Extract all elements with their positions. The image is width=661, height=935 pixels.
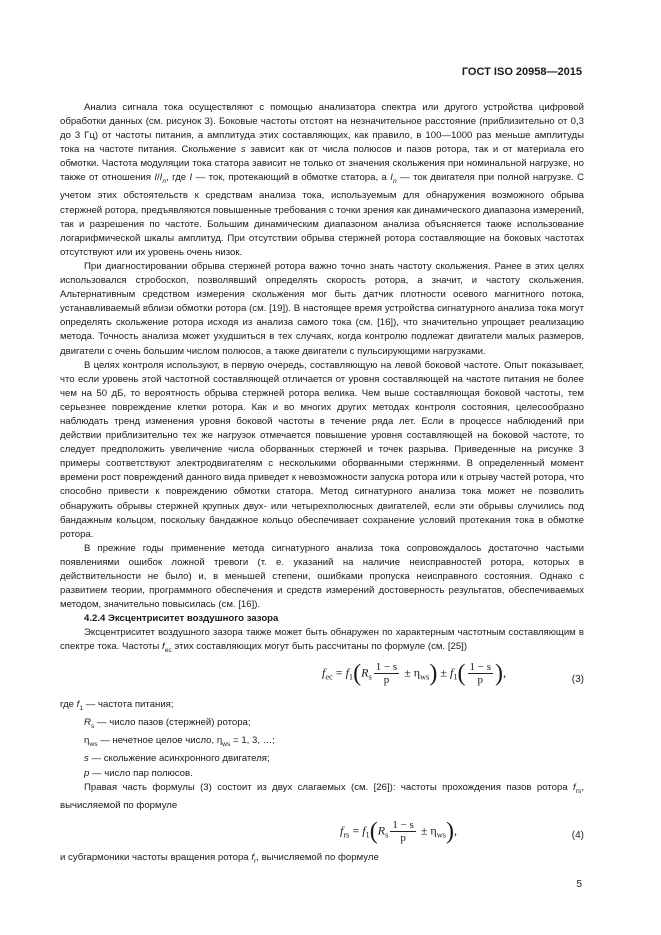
text: Анализ сигнала тока осуществляют с помощью анализатора спектра или другого устройства цифровой обработки данных (см. рисунок 3). Боковые частоты отстоят на незначительное расстояние (приблизительно от 0,3 до 3 Гц) от частоты питания, а амплитуда этих составляющих, как правило, в 100—1000 раз меньше амплитуды тока на частоте питания. Скольжение	[60, 102, 584, 156]
sub-n: n	[162, 178, 167, 186]
right-paren: )	[446, 818, 454, 845]
f-symbol: f	[340, 823, 344, 837]
equals-sign: =	[349, 823, 363, 837]
formula-legend	[60, 698, 584, 780]
eta-sub: ws	[436, 830, 446, 840]
text: — нечетное целое число,	[97, 735, 217, 747]
text: /	[156, 172, 160, 184]
eta-symbol: η	[430, 823, 437, 837]
var-f: f	[573, 781, 576, 793]
left-paren: (	[353, 660, 362, 687]
text: Эксцентриситет воздушного зазора также может быть обнаружен по характерным частотным составляющим в спектре тока. Частоты	[60, 627, 584, 653]
f1-sub: 1	[348, 673, 354, 683]
text: , вычисляемой по формуле	[256, 851, 379, 863]
var-I: I	[154, 172, 157, 184]
var-I: I	[159, 172, 163, 184]
var-f: f	[161, 641, 165, 653]
fraction	[374, 661, 399, 686]
numerator: 1 − s	[469, 661, 491, 674]
right-paren: )	[429, 660, 438, 687]
legend-f1	[60, 698, 584, 716]
plus-minus: ±	[401, 665, 414, 680]
var-f: f	[76, 699, 80, 711]
text: — ток, протекающий в обмотке статора, а	[192, 172, 391, 184]
f1-symbol: f	[345, 665, 349, 680]
fraction	[390, 819, 415, 844]
right-paren: )	[494, 660, 503, 687]
R-symbol: R	[377, 823, 386, 837]
var-s: s	[240, 144, 246, 156]
f1-symbol: f	[362, 823, 366, 837]
legend-R	[60, 716, 584, 734]
legend-p	[60, 767, 584, 781]
eta-sub: ws	[420, 673, 430, 683]
sub-s: s	[90, 723, 95, 731]
comma: ,	[454, 823, 457, 837]
text: — число пазов (стержней) ротора;	[94, 717, 251, 729]
sub-ws: ws	[89, 741, 98, 749]
R-symbol: R	[361, 665, 369, 680]
var-p: p	[84, 767, 90, 779]
var-eta: η	[84, 735, 90, 747]
paragraph-slip-frequency: При диагностировании обрыва стержней ротора важно точно знать частоту скольжения. Ранее в этих целях использовался стробоскоп, позволявший определять скорость ротора, а значит, и частоту скольжения. Альтернативным средством измерения скольжения мог быть датчик плотности осевого магнитного потока, устанавливаемый вблизи обмотки ротора (см. [19]). В настоящее время устройства сигнатурного анализа тока могут определять скольжение ротора исходя из анализа самого тока (см. [16]), что значительно упрощает реализацию метода. Точность анализа может ухудшиться в тех случаях, когда контролю подлежат двигатели малых размеров, двигатели с очень большим числом полюсов, а также двигатели с пульсирующими нагрузками.	[60, 260, 584, 357]
var-I: I	[189, 172, 193, 184]
page-body	[60, 101, 584, 869]
paragraph-left-sideband: В целях контроля используют, в первую очередь, составляющую на левой боковой частоте. Опыт показывает, что если уровень этой частотной составляющей отличается от уровня составляющей на частоте питания не более чем на 50 дБ, то вероятность обрыва стержней ротора велика. Чем выше составляющая боковой частоты, тем серьезнее повреждение клетки ротора. Как и во многих других методах контроля состояния, целесообразно наблюдать тренд изменения уровня боковой частоты в течение ряда лет. Если в процессе наблюдений при действии приблизительно тех же нагрузок отмечается повышение уровня составляющей на боковой частоте, то следует предположить увеличение числа оборванных стержней и точек разрыва. Приведенные на рисунке 3 примеры соответствуют электродвигателям с несколькими оборванными стержнями. В определенный момент времени рост повреждений данного вида приведет к невозможности запуска ротора или к отрыву частей ротора, что способно привести к повреждению обмотки статора. Метод сигнатурного анализа тока может не позволить обнаружить обрывы стержней крупных двух- или четырехполюсных двигателей, если эти обрывы случились под бандажным кольцом, поскольку бандажное кольцо обеспечивает сохранение условий протекания тока в обмотке ротора.	[60, 359, 584, 540]
section-heading: 4.2.4 Эксцентриситет воздушного зазора	[84, 613, 279, 625]
var-f: f	[251, 851, 254, 863]
R-sub: s	[368, 673, 372, 683]
left-paren: (	[457, 660, 466, 687]
text: — ток двигателя при полной нагрузке. С учетом этих обстоятельств к средствам анализа тока, используемым для обнаружения возможного обрыва стержней ротора, предъявляются повышенные требования с точки зрения как динамического диапазона измерений, так и разрешения по частоте. Большим динамическим диапазоном анализа объясняется также использование логарифмической шкалы амплитуд. При отсутствии обрыва стержней ротора составляющие на боковых частотах отсутствуют или их уровень очень низок.	[60, 172, 585, 258]
formula-3	[60, 661, 584, 698]
page-number: 5	[576, 879, 582, 890]
eta-symbol: η	[413, 665, 421, 680]
paragraph-eccentricity	[60, 626, 584, 658]
comma: ,	[502, 665, 506, 680]
left-paren: (	[369, 818, 378, 845]
denominator: p	[477, 674, 483, 687]
equals-sign: =	[332, 665, 346, 680]
text: , вычисляемой по формуле	[60, 781, 584, 811]
text: = 1, 3, …;	[230, 735, 275, 747]
text: и субгармоники частоты вращения ротора	[60, 851, 252, 863]
sub-r: r	[253, 857, 257, 865]
denominator: p	[383, 674, 390, 687]
f-symbol: f	[322, 665, 326, 680]
sub-rs: rs	[575, 787, 582, 795]
var-R: R	[84, 717, 91, 729]
f1-symbol: f	[449, 665, 454, 680]
legend-s	[60, 752, 584, 766]
fraction	[468, 661, 493, 686]
numerator: 1 − s	[392, 818, 414, 831]
sub-n: n	[392, 178, 397, 186]
text: зависит как от числа полюсов и пазов ротора, так и от материала его обмотки. Частота модуляции тока статора зависит не только от значения скольжения при номинальной нагрузке, но также от отношения	[60, 144, 584, 184]
numerator: 1 − s	[375, 661, 398, 674]
equation-number: (4)	[571, 829, 584, 841]
plus-minus: ±	[437, 665, 450, 680]
sub-ws: ws	[222, 741, 231, 749]
text: — скольжение асинхронного двигателя;	[88, 753, 270, 765]
formula-4	[60, 819, 584, 851]
text: , где	[166, 172, 190, 184]
paragraph-right-side	[60, 781, 584, 813]
legend-eta	[60, 734, 584, 752]
text: — число пар полюсов.	[89, 767, 193, 779]
denominator: p	[400, 831, 406, 844]
paragraph-false-alarms: В прежние годы применение метода сигнатурного анализа тока сопровождалось достаточно частыми появлениями ошибок ложной тревоги (т. е. указаний на наличие неисправностей ротора, которых в действительности не было) и, в меньшей степени, ошибками пропуска неисправного состояния. Однако с развитием теории, программного обеспечения и средств измерений достоверность результатов, обеспечиваемых методом, значительно повысилась (см. [16]).	[60, 542, 584, 611]
var-s: s	[84, 753, 89, 765]
text: где	[60, 699, 77, 711]
R-sub: s	[385, 830, 389, 840]
text: — частота питания;	[83, 699, 174, 711]
f1-sub: 1	[453, 673, 458, 683]
sub-ec: ec	[164, 647, 172, 655]
text: Правая часть формулы (3) состоит из двух слагаемых (см. [26]): частоты прохождения пазов ротора	[84, 781, 574, 793]
var-I: I	[390, 172, 393, 184]
plus-minus: ±	[417, 823, 431, 837]
equation-number: (3)	[571, 674, 584, 686]
document-header: ГОСТ ISO 20958—2015	[461, 66, 582, 78]
f-sub: ec	[325, 673, 333, 683]
text: этих составляющих могут быть рассчитаны по формуле (см. [25])	[171, 641, 468, 653]
paragraph-subharmonic	[60, 851, 584, 869]
sub-1: 1	[79, 705, 84, 713]
paragraph-signal-analysis	[60, 101, 584, 260]
var-eta: η	[216, 735, 223, 747]
f-sub: rs	[343, 830, 350, 840]
f1-sub: 1	[365, 830, 370, 840]
